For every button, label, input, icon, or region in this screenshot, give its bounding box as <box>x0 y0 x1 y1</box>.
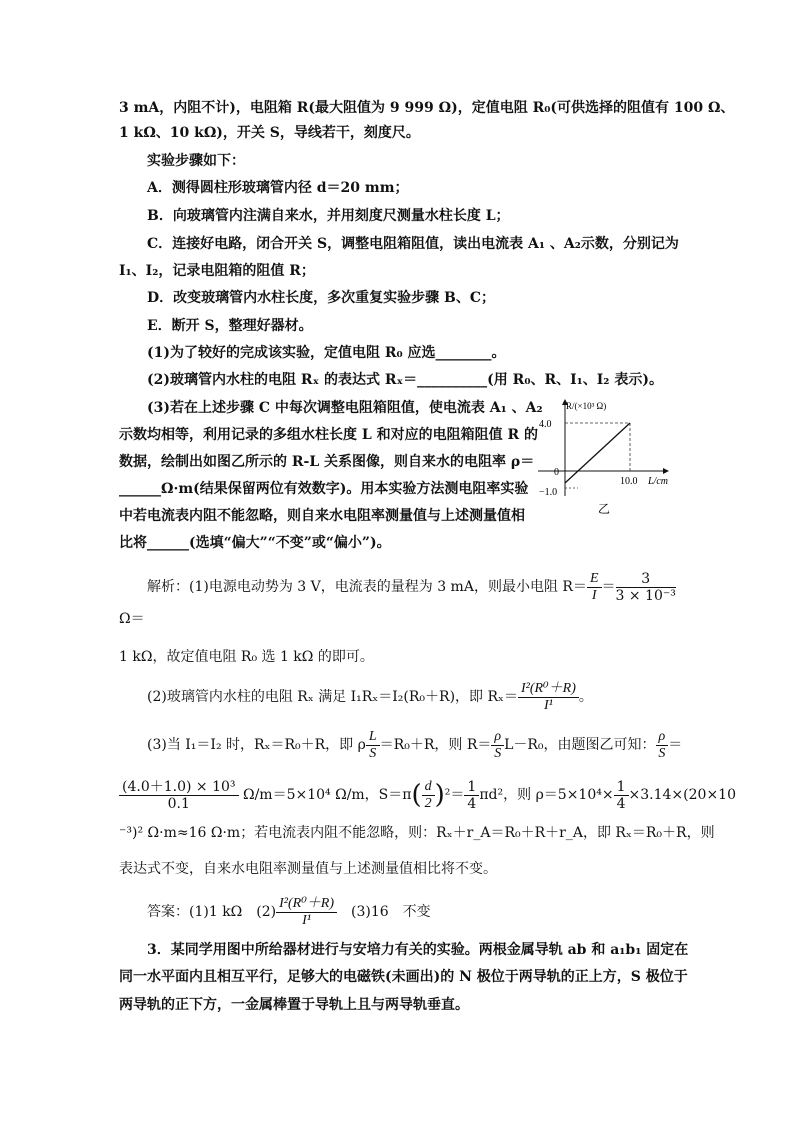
solution-line-1: 解析：(1)电源电动势为 3 V，电流表的量程为 3 mA，则最小电阻 R＝ $\frac{E}{I}$ ＝ $\frac{3}{\text{3 × 10⁻³}}$ <box>147 570 676 604</box>
y-tick-top: 4.0 <box>539 419 552 430</box>
solution-part-3: (3)当 I₁＝I₂ 时，Rₓ＝R₀＋R，即 ρ $\frac{L}{S}$ ＝R₀＋R，则 R＝ $\frac{\rho}{S}$ L－R₀，由题图乙可知： $\frac{\rho}{S}$ ＝ <box>147 728 683 761</box>
question-2: (2)玻璃管内水柱的电阻 Rₓ 的表达式 Rₓ＝__________(用 R₀、R、I₁、I₂ 表示)。 <box>147 372 663 388</box>
text-line: 比将______(选填“偏大”“不变”或“偏小”)。 <box>119 535 391 551</box>
text-line: 3 mA，内阻不计)，电阻箱 R(最大阻值为 9 999 Ω)，定值电阻 R₀(可供选择的阻值有 100 Ω、 <box>119 100 735 116</box>
data-series-line <box>565 423 630 483</box>
solution-part-2: (2)玻璃管内水柱的电阻 Rₓ 满足 I₁Rₓ＝I₂(R₀＋R)，即 Rₓ＝ $\frac{\text{I²(R⁰＋R)}}{\text{I¹}}$ 。 <box>147 680 593 713</box>
step-d: D．改变玻璃管内水柱长度，多次重复实验步骤 B、C； <box>147 290 495 306</box>
problem-3-line-2: 同一水平面内且相互平行，足够大的电磁铁(未画出)的 N 极位于两导轨的正上方，S 极位于 <box>119 969 688 985</box>
solution-line: ⁻³)² Ω·m≈16 Ω·m；若电流表内阻不能忽略，则：Rₓ＋r_A＝R₀＋R＋r_A，即 Rₓ＝R₀＋R，则 <box>119 825 715 841</box>
text-line: ______Ω·m(结果保留两位有效数字)。用本实验方法测电阻率实验 <box>119 481 529 497</box>
r-l-graph <box>538 398 678 518</box>
question-1: (1)为了较好的完成该实验，定值电阻 R₀ 应选________。 <box>147 345 506 361</box>
step-b: B．向玻璃管内注满自来水，并用刻度尺测量水柱长度 L； <box>147 208 510 224</box>
step-c: C．连接好电路，闭合开关 S，调整电阻箱阻值，读出电流表 A₁ 、A₂示数，分别记为 <box>147 236 679 252</box>
text-line: 实验步骤如下： <box>147 153 245 169</box>
x-tick: 10.0 <box>620 476 638 487</box>
origin-label: 0 <box>554 467 559 478</box>
step-e: E．断开 S，整理好器材。 <box>147 318 313 334</box>
y-axis-label: R/(×10³ Ω) <box>566 401 607 411</box>
problem-3-line-1: 3．某同学用图中所给器材进行与安培力有关的实验。两根金属导轨 ab 和 a₁b₁ 固定在 <box>147 942 689 958</box>
solution-line: 表达式不变，自来水电阻率测量值与上述测量值相比将不变。 <box>119 861 497 877</box>
figure-caption: 乙 <box>598 502 611 516</box>
text-line: 示数均相等，利用记录的多组水柱长度 L 和对应的电阻箱阻值 R 的 <box>119 427 538 443</box>
step-a: A．测得圆柱形玻璃管内径 d＝20 mm； <box>147 180 409 196</box>
x-axis-label: L/cm <box>648 476 668 487</box>
text-line: 1 kΩ、10 kΩ)，开关 S，导线若干，刻度尺。 <box>119 125 420 141</box>
step-c-cont: I₁、I₂，记录电阻箱的阻值 R； <box>119 263 315 279</box>
problem-3-line-3: 两导轨的正下方，一金属棒置于导轨上且与两导轨垂直。 <box>119 997 469 1013</box>
solution-part-3-calc: $\frac{\text{(4.0＋1.0) × 10³}}{0.1}$ Ω/m＝5×10⁴ Ω/m，S＝π( $\frac{d}{2}$ )²＝ $\frac{1}{4}$ πd²，则 ρ＝5×10⁴× $\frac{1}{4}$ ×3.14×(20×10 <box>119 778 736 812</box>
text-line: 中若电流表内阻不能忽略，则自来水电阻率测量值与上述测量值相 <box>119 508 525 524</box>
text-line: 数据，绘制出如图乙所示的 R-L 关系图像，则自来水的电阻率 ρ＝ <box>119 454 535 470</box>
solution-unit: Ω＝ <box>119 611 145 627</box>
answer-line: 答案：(1)1 kΩ (2) $\frac{\text{I²(R⁰＋R)}}{\text{I¹}}$ (3)16 不变 <box>147 895 431 928</box>
solution-line-2: 1 kΩ，故定值电阻 R₀ 选 1 kΩ 的即可。 <box>119 649 374 665</box>
y-tick-bottom: −1.0 <box>539 487 558 498</box>
question-3: (3)若在上述步骤 C 中每次调整电阻箱阻值，使电流表 A₁ 、A₂ <box>147 400 543 416</box>
